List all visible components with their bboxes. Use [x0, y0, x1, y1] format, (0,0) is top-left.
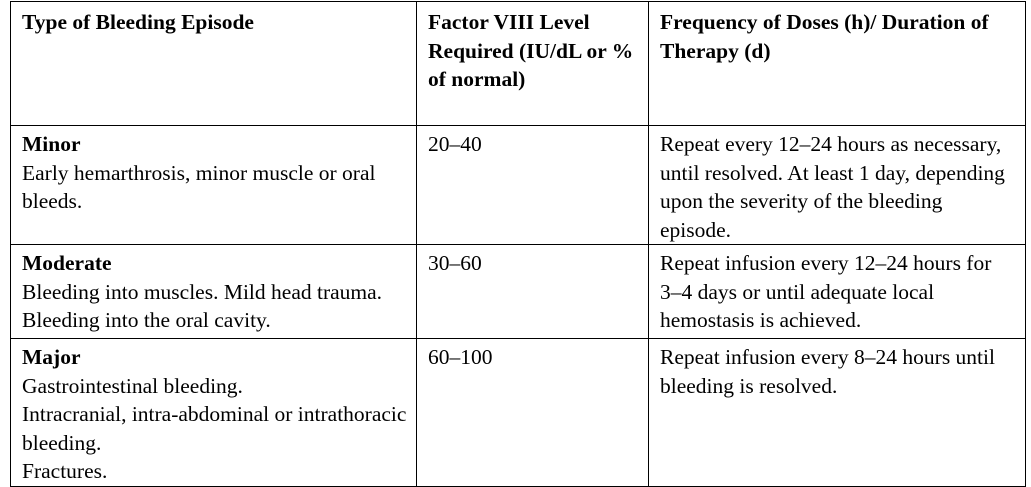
frequency-cell: Repeat infusion every 12–24 hours for 3–4 days or until adequate local hemostasis is achieved. [649, 245, 1026, 339]
header-type-of-bleeding-episode: Type of Bleeding Episode [11, 2, 417, 126]
dosing-table [10, 1, 1026, 487]
severity-label: Major [22, 345, 81, 369]
severity-label: Minor [22, 132, 81, 156]
header-row [11, 2, 1026, 126]
frequency-cell: Repeat every 12–24 hours as necessary, until resolved. At least 1 day, depending upon the severity of the bleeding episode. [649, 126, 1026, 245]
factor-level-cell: 20–40 [417, 126, 649, 245]
frequency-cell: Repeat infusion every 8–24 hours until bleeding is resolved. [649, 339, 1026, 487]
factor-level-cell: 60–100 [417, 339, 649, 487]
table-row [11, 339, 1026, 487]
episode-cell [11, 245, 417, 339]
factor-level-cell: 30–60 [417, 245, 649, 339]
episode-description-line: Fractures. [22, 459, 108, 483]
episode-description-line: Gastrointestinal bleeding. [22, 373, 243, 398]
table-row [11, 126, 1026, 245]
episode-description: Bleeding into muscles. Mild head trauma. Bleeding into the oral cavity. [22, 279, 383, 332]
header-factor-viii-level: Factor VIII Level Required (IU/dL or % of normal) [417, 2, 649, 126]
severity-label: Moderate [22, 251, 112, 275]
episode-cell [11, 339, 417, 487]
episode-description-line: Intracranial, intra-abdominal or intrathoracic bleeding. [22, 402, 407, 455]
table-row [11, 245, 1026, 339]
episode-description: Early hemarthrosis, minor muscle or oral bleeds. [22, 160, 376, 213]
episode-cell [11, 126, 417, 245]
header-frequency-duration: Frequency of Doses (h)/ Duration of Therapy (d) [649, 2, 1026, 126]
